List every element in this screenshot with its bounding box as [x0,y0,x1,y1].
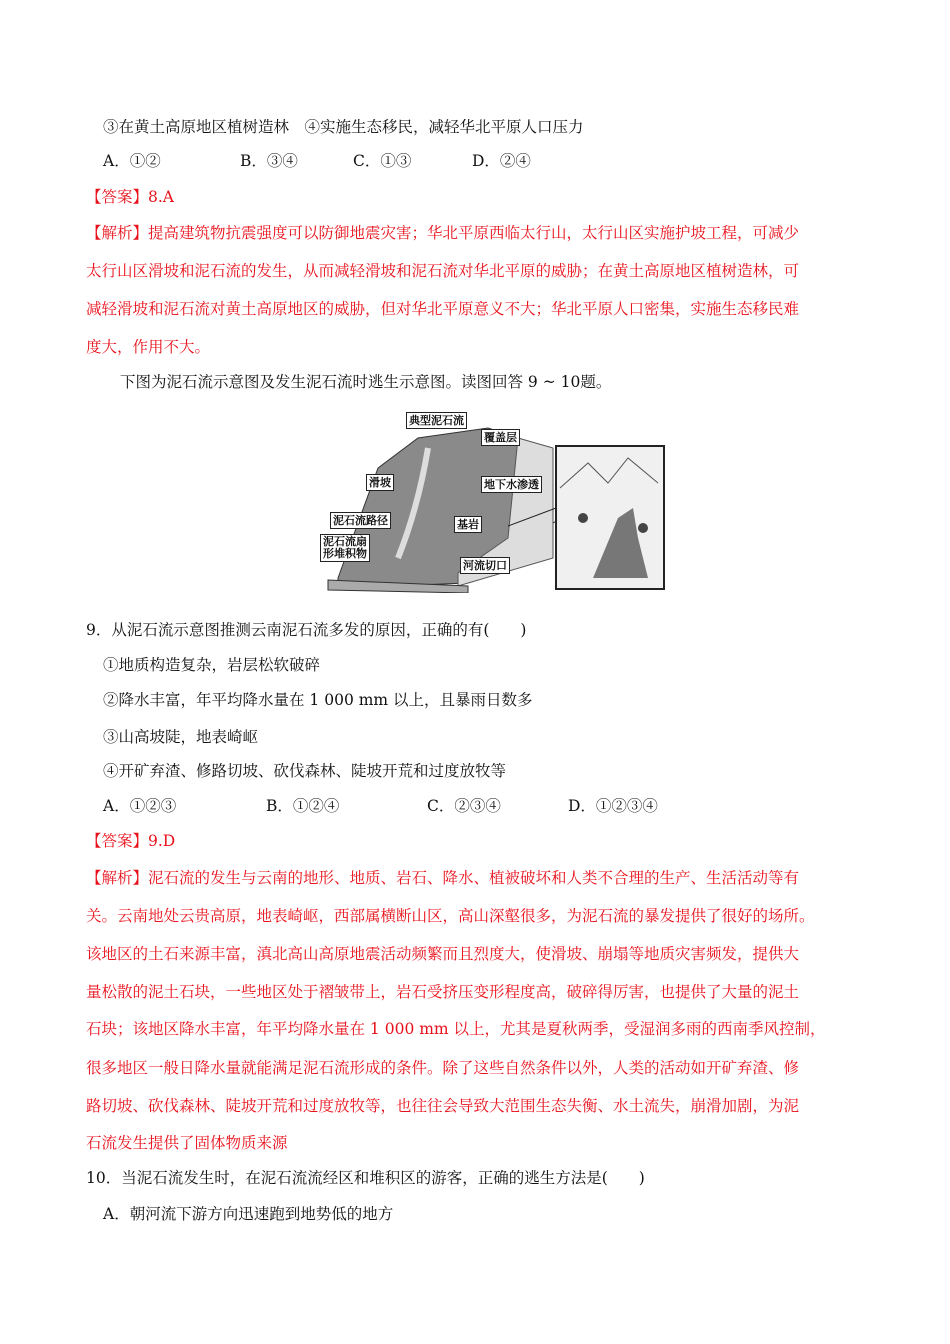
q9-option-a: A．①②③ [103,797,177,815]
q8-statement-line: ③在黄土高原地区植树造林 ④实施生态移民，减轻华北平原人口压力 [103,118,584,136]
label-river-cut: 河流切口 [460,557,510,574]
q8-analysis-line: 【解析】提高建筑物抗震强度可以防御地震灾害；华北平原西临太行山，太行山区实施护坡工程，可减少 [86,224,800,242]
label-fan-deposit-line2: 形堆积物 [323,547,367,560]
q8-analysis-line: 减轻滑坡和泥石流对黄土高原地区的威胁，但对华北平原意义不大；华北平原人口密集，实施生态移民难 [86,300,800,318]
q8-analysis-line: 太行山区滑坡和泥石流的发生，从而减轻滑坡和泥石流对华北平原的威胁；在黄土高原地区植树造林，可 [86,262,800,280]
q8-option-b: B．③④ [240,152,298,170]
label-cover-layer: 覆盖层 [481,429,520,446]
label-typical-debris-flow: 典型泥石流 [406,412,467,429]
figure-intro: 下图为泥石流示意图及发生泥石流时逃生示意图。读图回答 9 ~ 10题。 [120,373,612,391]
q9-analysis-line: 石流发生提供了固体物质来源 [86,1134,288,1152]
q10-option-a: A．朝河流下游方向迅速跑到地势低的地方 [103,1205,394,1223]
q10-question: 10．当泥石流发生时，在泥石流流经区和堆积区的游客，正确的逃生方法是( ) [86,1169,645,1187]
label-landslide: 滑坡 [366,474,394,491]
label-fan-deposit-line1: 泥石流扇 [323,535,367,548]
q9-option-d: D．①②③④ [568,797,658,815]
debris-flow-figure [318,408,668,593]
q9-analysis-line: 很多地区一般日降水量就能满足泥石流形成的条件。除了这些自然条件以外，人类的活动如开矿弃渣、修 [86,1059,800,1077]
q9-statement: ①地质构造复杂，岩层松软破碎 [103,656,321,674]
q9-option-c: C．②③④ [427,797,501,815]
q9-question: 9．从泥石流示意图推测云南泥石流多发的原因，正确的有( ) [86,621,527,639]
q9-analysis-line: 路切坡、砍伐森林、陡坡开荒和过度放牧等，也往往会导致大范围生态失衡、水土流失，崩滑加剧，为泥 [86,1097,800,1115]
q9-analysis-line: 关。云南地处云贵高原，地表崎岖，西部属横断山区，高山深壑很多，为泥石流的暴发提供了很好的场所。 [86,907,815,925]
q8-option-a: A．①② [103,152,161,170]
q9-option-b: B．①②④ [266,797,340,815]
label-bedrock: 基岩 [454,516,482,533]
q9-answer: 【答案】9.D [86,832,176,850]
q8-answer: 【答案】8.A [86,188,174,206]
q8-analysis-line: 度大，作用不大。 [86,338,211,356]
q9-analysis-line: 量松散的泥土石块，一些地区处于褶皱带上，岩石受挤压变形程度高，破碎得厉害，也提供了大量的泥土 [86,983,800,1001]
q9-statement: ③山高坡陡，地表崎岖 [103,728,259,746]
q9-statement: ②降水丰富，年平均降水量在 1 000 mm 以上，且暴雨日数多 [103,691,533,709]
q9-analysis-line: 该地区的土石来源丰富，滇北高山高原地震活动频繁而且烈度大，使滑坡、崩塌等地质灾害频发，提供大 [86,945,800,963]
q8-option-c: C．①③ [353,152,412,170]
q9-analysis-line: 石块；该地区降水丰富，年平均降水量在 1 000 mm 以上，尤其是夏秋两季，受湿润多雨的西南季风控制， [86,1020,826,1038]
label-groundwater: 地下水渗透 [481,476,542,493]
label-fan-deposit [320,534,370,562]
q9-statement: ④开矿弃渣、修路切坡、砍伐森林、陡坡开荒和过度放牧等 [103,762,507,780]
label-flow-path: 泥石流路径 [330,512,391,529]
q9-analysis-line: 【解析】泥石流的发生与云南的地形、地质、岩石、降水、植被破坏和人类不合理的生产、生活活动等有 [86,869,800,887]
q8-option-d: D．②④ [472,152,531,170]
